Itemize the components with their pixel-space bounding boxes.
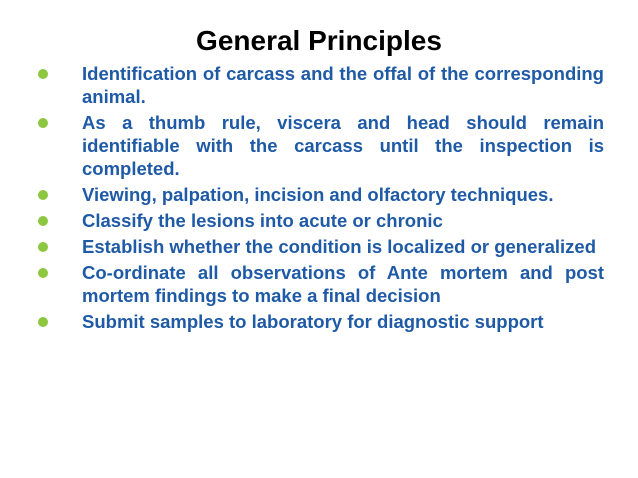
bullet-text: Submit samples to laboratory for diagnostic support bbox=[82, 311, 544, 332]
bullet-dot-icon bbox=[38, 242, 48, 252]
list-item bbox=[38, 310, 604, 333]
list-item bbox=[38, 261, 604, 307]
bullet-text: As a thumb rule, viscera and head should remain identifiable with the carcass until the inspection is completed. bbox=[82, 112, 604, 179]
bullet-text: Co-ordinate all observations of Ante mortem and post mortem findings to make a final decision bbox=[82, 262, 604, 306]
list-item bbox=[38, 209, 604, 232]
bullet-text: Establish whether the condition is localized or generalized bbox=[82, 236, 596, 257]
bullet-dot-icon bbox=[38, 190, 48, 200]
list-item bbox=[38, 183, 604, 206]
bullet-dot-icon bbox=[38, 268, 48, 278]
slide-title: General Principles bbox=[196, 25, 442, 56]
list-item bbox=[38, 62, 604, 108]
list-item bbox=[38, 111, 604, 180]
bullet-text: Viewing, palpation, incision and olfactory techniques. bbox=[82, 184, 554, 205]
bullet-text: Identification of carcass and the offal of the corresponding animal. bbox=[82, 63, 604, 107]
bullet-dot-icon bbox=[38, 216, 48, 226]
bullet-dot-icon bbox=[38, 69, 48, 79]
bullet-dot-icon bbox=[38, 118, 48, 128]
bullet-list bbox=[38, 62, 604, 336]
bullet-text: Classify the lesions into acute or chronic bbox=[82, 210, 443, 231]
list-item bbox=[38, 235, 604, 258]
bullet-dot-icon bbox=[38, 317, 48, 327]
